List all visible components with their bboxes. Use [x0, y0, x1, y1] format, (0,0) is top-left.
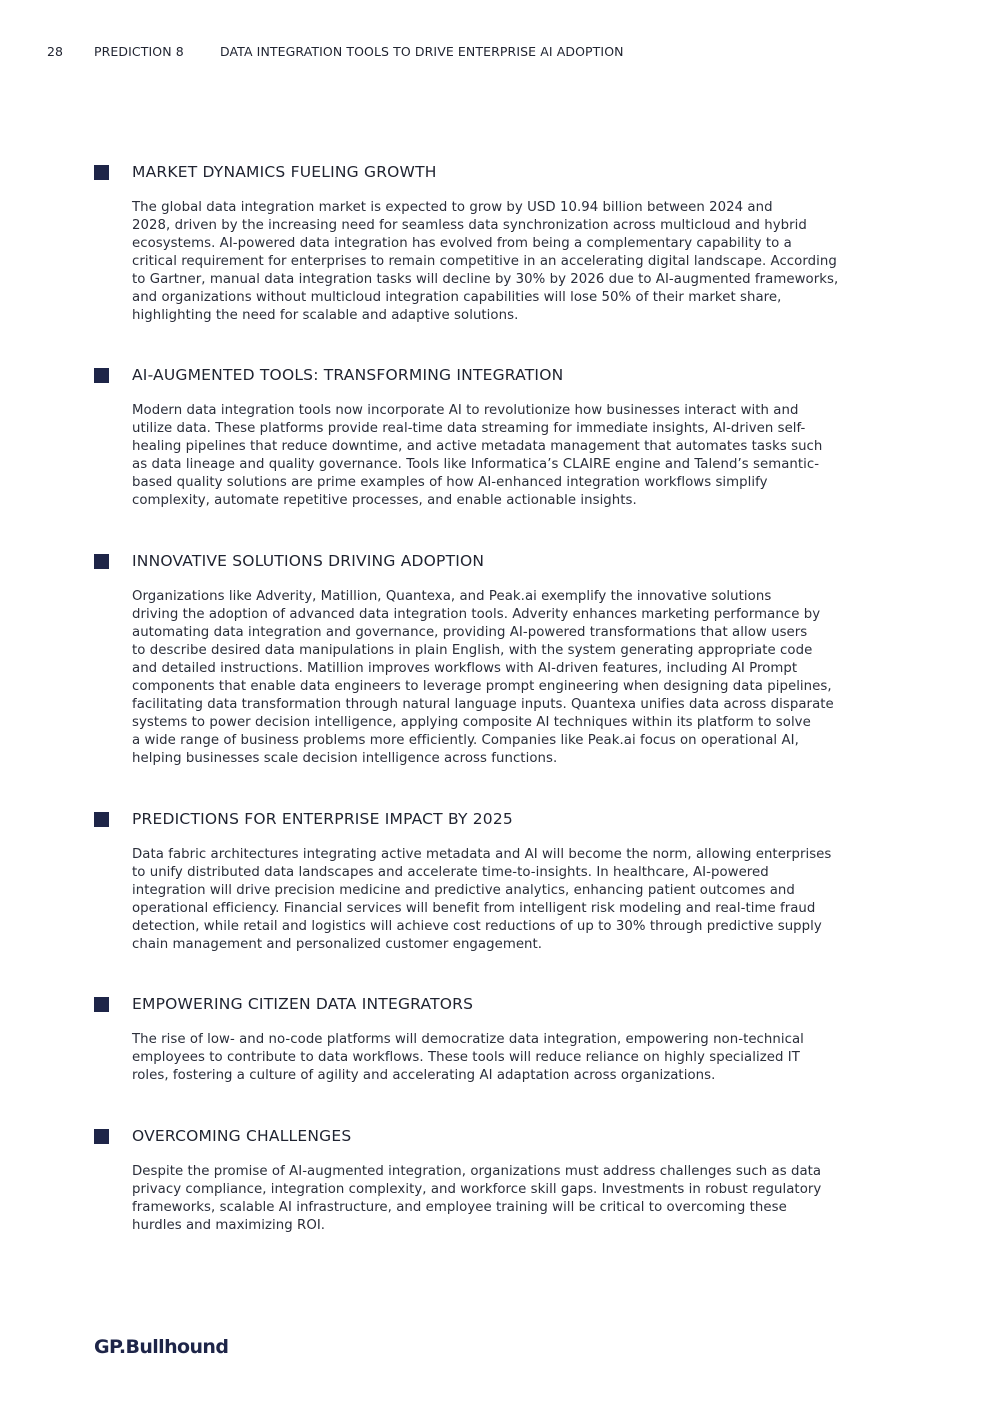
section-bullet-square: [94, 554, 109, 569]
section-heading: PREDICTIONS FOR ENTERPRISE IMPACT BY 2025: [132, 810, 513, 828]
section-bullet-square: [94, 1129, 109, 1144]
section-heading: INNOVATIVE SOLUTIONS DRIVING ADOPTION: [132, 552, 485, 570]
section-bullet-square: [94, 812, 109, 827]
section-heading: AI-AUGMENTED TOOLS: TRANSFORMING INTEGRATION: [132, 366, 564, 384]
section-heading: EMPOWERING CITIZEN DATA INTEGRATORS: [132, 995, 474, 1013]
page-number: 28: [47, 44, 64, 59]
section-paragraph: Despite the promise of AI-augmented integration, organizations must address challenges such as data privacy compliance, integration complexity, and workforce skill gaps. Investments in robust regulatory frameworks, scalable AI infrastructure, and employee training will be critical to overcoming these hurdles and maximizing ROI.: [132, 1164, 822, 1233]
section-paragraph: Data fabric architectures integrating active metadata and AI will become the norm, allowing enterprises to unify distributed data landscapes and accelerate time-to-insights. In healthcare, AI-powered integration will drive precision medicine and predictive analytics, enhancing patient outcomes and operational efficiency. Financial services will benefit from intelligent risk modeling and real-time fraud detection, while retail and logistics will achieve cost reductions of up to 30% through predictive supply chain management and personalized customer engagement.: [132, 847, 832, 952]
prediction-label: PREDICTION 8: [94, 44, 184, 59]
section-paragraph: The rise of low- and no-code platforms will democratize data integration, empowering non-technical employees to contribute to data workflows. These tools will reduce reliance on highly specialized IT roles, fostering a culture of agility and accelerating AI adaptation across organizations.: [132, 1032, 804, 1083]
document-title: DATA INTEGRATION TOOLS TO DRIVE ENTERPRISE AI ADOPTION: [220, 44, 624, 59]
section-paragraph: Modern data integration tools now incorporate AI to revolutionize how businesses interact with and utilize data. These platforms provide real-time data streaming for immediate insights, AI-driven self- healing pipelines that reduce downtime, and active metadata management that automates tasks such as data lineage and quality governance. Tools like Informatica’s CLAIRE engine and Talend’s semantic- based quality solutions are prime examples of how AI-enhanced integration workflows simplify complexity, automate repetitive processes, and enable actionable insights.: [132, 403, 823, 508]
company-logo: GP.Bullhound: [94, 1336, 229, 1358]
page-header: [0, 44, 992, 62]
section-paragraph: Organizations like Adverity, Matillion, Quantexa, and Peak.ai exemplify the innovative solutions driving the adoption of advanced data integration tools. Adverity enhances marketing performance by automating data integration and governance, providing AI-powered transformations that allow users to describe desired data manipulations in plain English, with the system generating appropriate code and detailed instructions. Matillion improves workflows with AI-driven features, including AI Prompt components that enable data engineers to leverage prompt engineering when designing data pipelines, facilitating data transformation through natural language inputs. Quantexa unifies data across disparate systems to power decision intelligence, applying composite AI techniques within its platform to solve a wide range of business problems more efficiently. Companies like Peak.ai focus on operational AI, helping businesses scale decision intelligence across functions.: [132, 589, 834, 766]
section-paragraph: The global data integration market is expected to grow by USD 10.94 billion between 2024 and 2028, driven by the increasing need for seamless data synchronization across multicloud and hybrid ecosystems. AI-powered data integration has evolved from being a complementary capability to a critical requirement for enterprises to remain competitive in an accelerating digital landscape. According to Gartner, manual data integration tasks will decline by 30% by 2026 due to AI-augmented frameworks, and organizations without multicloud integration capabilities will lose 50% of their market share, highlighting the need for scalable and adaptive solutions.: [132, 200, 839, 323]
section-heading: OVERCOMING CHALLENGES: [132, 1127, 352, 1145]
section-bullet-square: [94, 997, 109, 1012]
section-bullet-square: [94, 165, 109, 180]
section-bullet-square: [94, 368, 109, 383]
section-heading: MARKET DYNAMICS FUELING GROWTH: [132, 163, 437, 181]
